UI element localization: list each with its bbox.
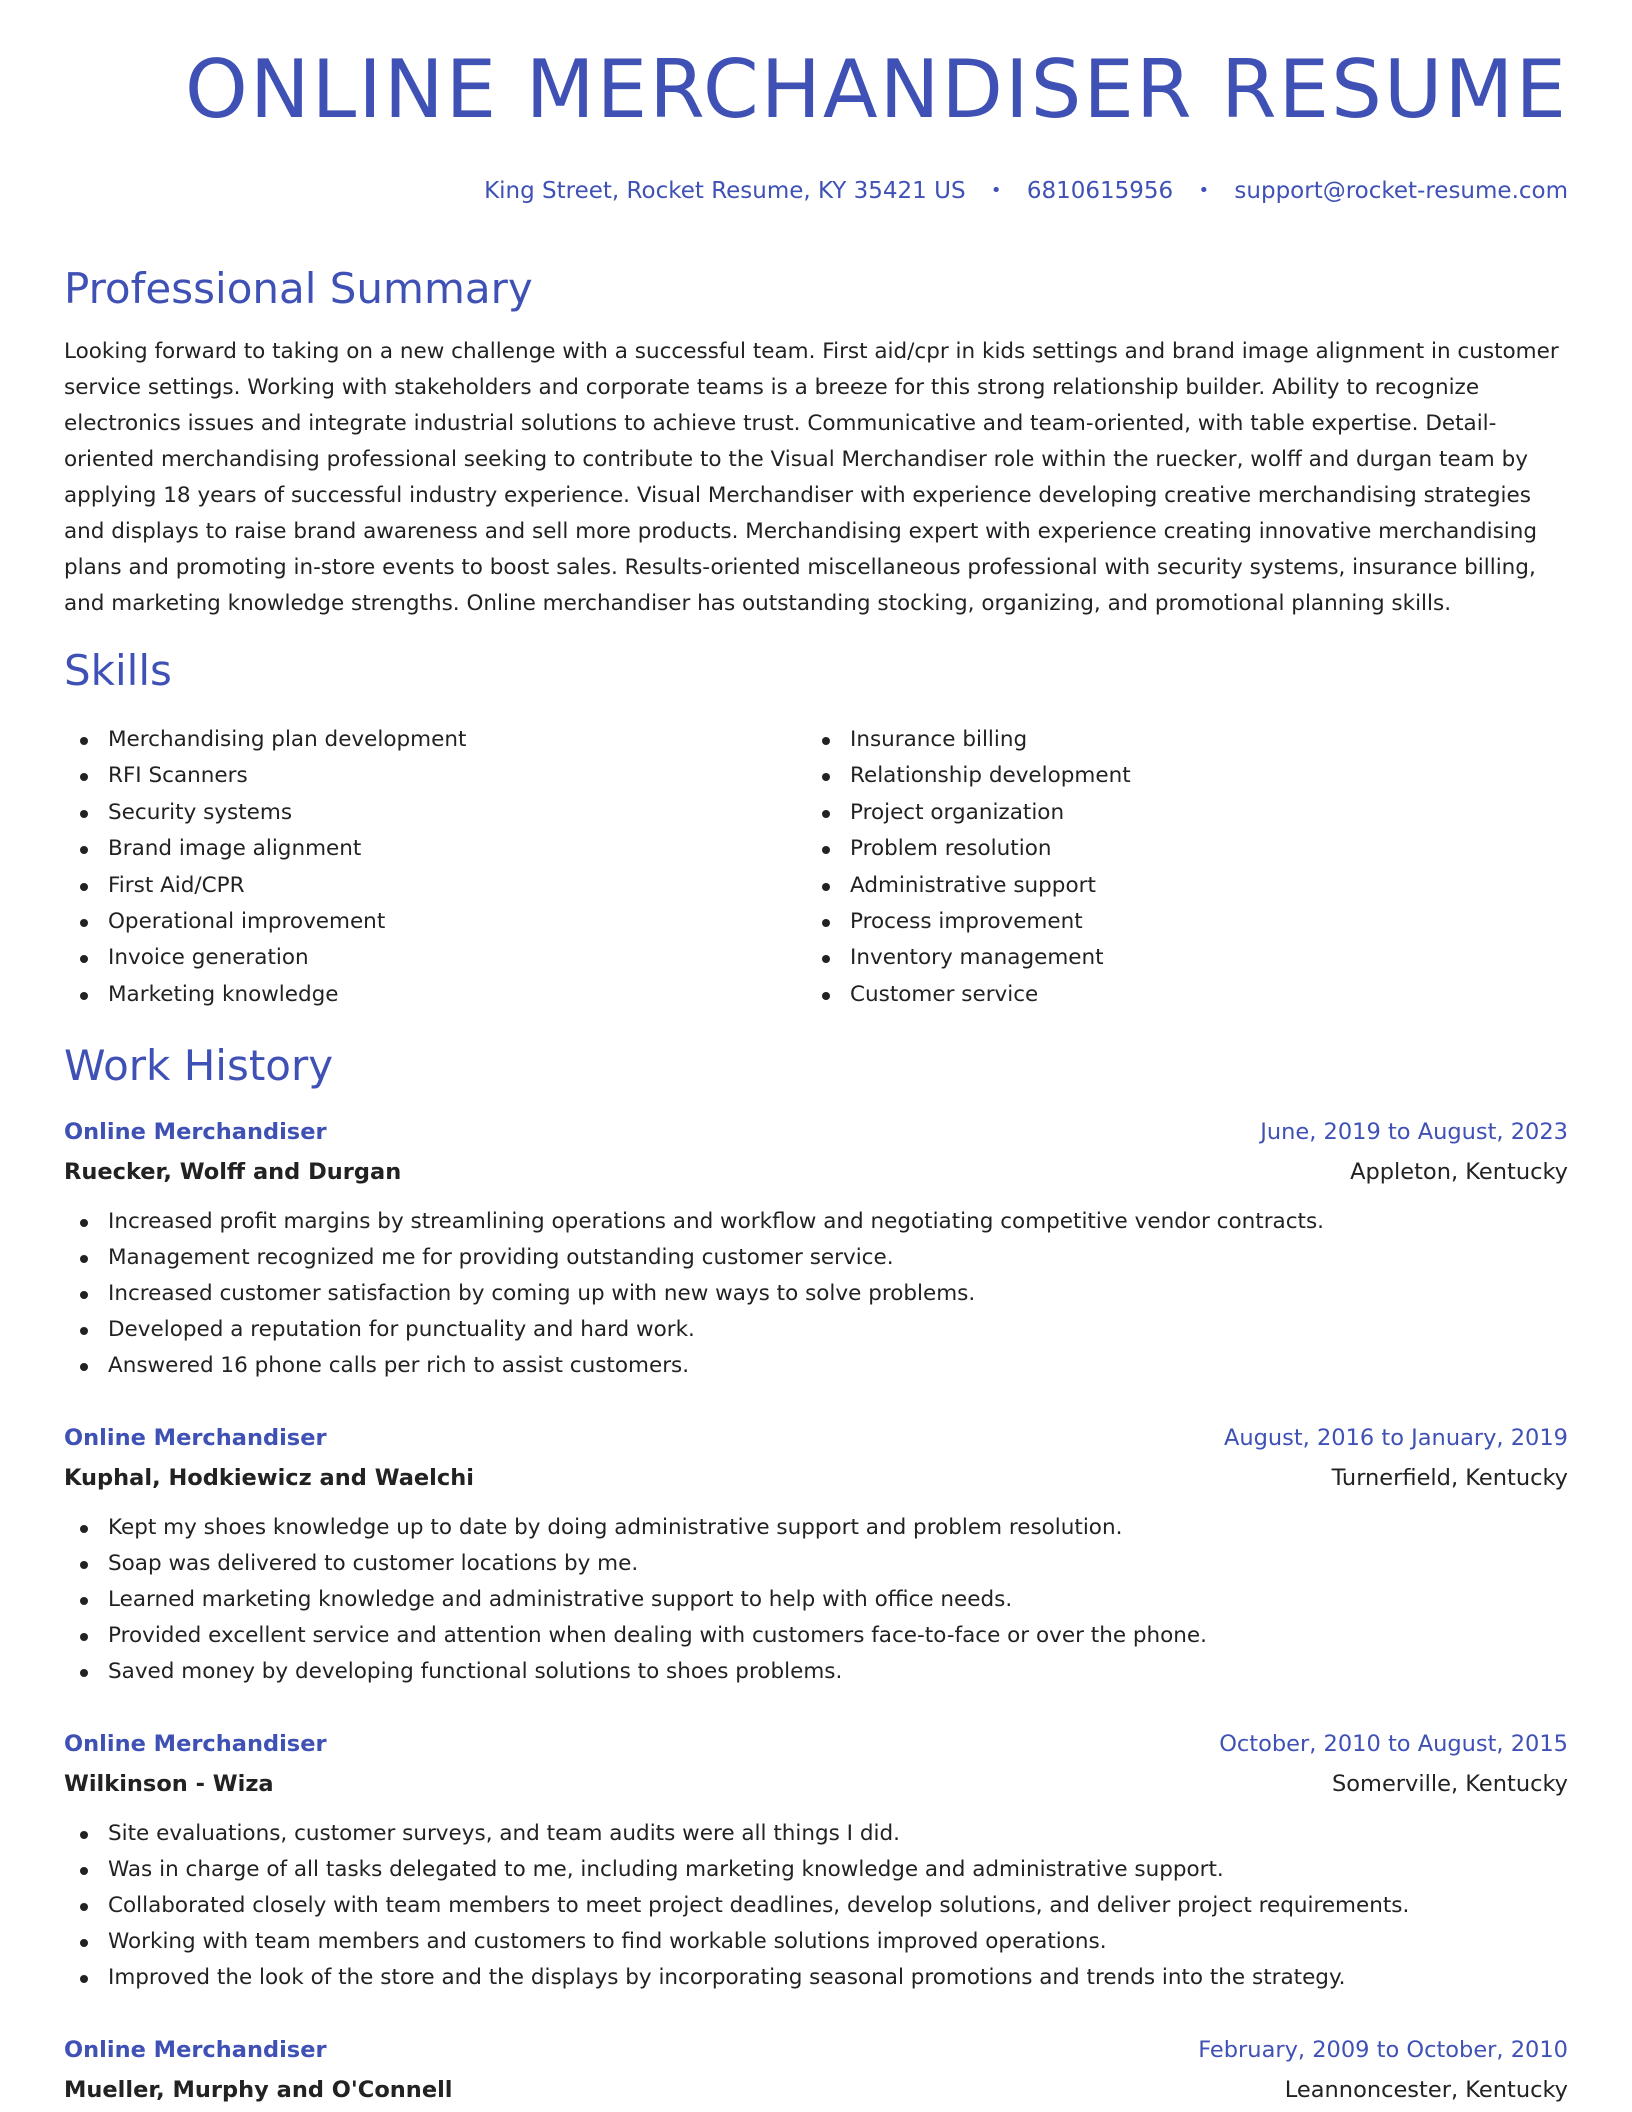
skill-item: RFI Scanners — [64, 758, 764, 794]
contact-separator: • — [990, 180, 1002, 201]
job-bullet: Saved money by developing functional solutions to shoes problems. — [64, 1654, 1568, 1690]
skill-item: Customer service — [806, 977, 1506, 1013]
summary-text: Looking forward to taking on a new challenge with a successful team. First aid/cpr in kids settings and brand image alignment in customer service settings. Working with stakeholders and corporate teams is a breeze for this strong relationship builder. Ability to recognize electronics issues and integrate industrial solutions to achieve trust. Communicative and team-oriented, with table expertise. Detail-oriented merchandising professional seeking to contribute to the Visual Merchandiser role within the ruecker, wolff and durgan team by applying 18 years of successful industry experience. Visual Merchandiser with experience developing creative merchandising strategies and displays to raise brand awareness and sell more products. Merchandising expert with experience creating innovative merchandising plans and promoting in-store events to boost sales. Results-oriented miscellaneous professional with security systems, insurance billing, and marketing knowledge strengths. Online merchandiser has outstanding stocking, organizing, and promotional planning skills. — [64, 339, 1559, 616]
job-location: Turnerfield, Kentucky — [1331, 1465, 1568, 1491]
job-bullet: Was in charge of all tasks delegated to me, including marketing knowledge and administrative support. — [64, 1852, 1568, 1888]
job-bullet: Soap was delivered to customer locations by me. — [64, 1546, 1568, 1582]
skill-item: Process improvement — [806, 904, 1506, 940]
job-bullet: Increased customer satisfaction by coming up with new ways to solve problems. — [64, 1276, 1568, 1312]
skill-item: Invoice generation — [64, 940, 764, 976]
contact-phone: 6810615956 — [1026, 178, 1174, 204]
work-history-heading: Work History — [64, 1041, 334, 1090]
job-dates: June, 2019 to August, 2023 — [1260, 1119, 1568, 1145]
job-entry — [64, 1724, 1568, 1996]
job-dates: August, 2016 to January, 2019 — [1223, 1425, 1568, 1451]
skill-item: Merchandising plan development — [64, 722, 764, 758]
contact-separator: • — [1198, 180, 1210, 201]
job-company: Mueller, Murphy and O'Connell — [64, 2077, 453, 2103]
skill-item: Security systems — [64, 795, 764, 831]
skill-item: Inventory management — [806, 940, 1506, 976]
job-bullets — [64, 1204, 1568, 1384]
resume-title: ONLINE MERCHANDISER RESUME — [184, 43, 1568, 136]
skill-item: Operational improvement — [64, 904, 764, 940]
job-company: Ruecker, Wolff and Durgan — [64, 1159, 402, 1185]
contact-email: support@rocket-resume.com — [1234, 178, 1568, 204]
job-dates: October, 2010 to August, 2015 — [1219, 1731, 1568, 1757]
job-location: Appleton, Kentucky — [1350, 1159, 1568, 1185]
skill-item: Administrative support — [806, 868, 1506, 904]
job-company: Wilkinson - Wiza — [64, 1771, 274, 1797]
job-bullet: Developed a reputation for punctuality and hard work. — [64, 1312, 1568, 1348]
job-title: Online Merchandiser — [64, 1425, 327, 1451]
job-entry — [64, 1418, 1568, 1690]
skills-list-left — [64, 722, 764, 1013]
skill-item: Project organization — [806, 795, 1506, 831]
resume-page — [64, 0, 1568, 2112]
contact-line — [484, 180, 1568, 203]
job-bullets — [64, 1816, 1568, 1996]
job-bullet: Kept my shoes knowledge up to date by doing administrative support and problem resolution. — [64, 1510, 1568, 1546]
job-bullet: Site evaluations, customer surveys, and team audits were all things I did. — [64, 1816, 1568, 1852]
skill-item: First Aid/CPR — [64, 868, 764, 904]
summary-heading: Professional Summary — [64, 264, 533, 313]
job-location: Leannoncester, Kentucky — [1284, 2077, 1568, 2103]
skills-heading: Skills — [64, 646, 172, 695]
job-bullet: Collaborated closely with team members to meet project deadlines, develop solutions, and deliver project requirements. — [64, 1888, 1568, 1924]
skill-item: Brand image alignment — [64, 831, 764, 867]
job-bullets — [64, 1510, 1568, 1690]
skills-list-right — [806, 722, 1506, 1013]
job-bullet: Learned marketing knowledge and administrative support to help with office needs. — [64, 1582, 1568, 1618]
skill-item: Marketing knowledge — [64, 977, 764, 1013]
skill-item: Relationship development — [806, 758, 1506, 794]
job-title: Online Merchandiser — [64, 2037, 327, 2063]
contact-address: King Street, Rocket Resume, KY 35421 US — [484, 178, 966, 204]
job-bullet: Working with team members and customers to find workable solutions improved operations. — [64, 1924, 1568, 1960]
job-bullet: Improved the look of the store and the displays by incorporating seasonal promotions and trends into the strategy. — [64, 1960, 1568, 1996]
job-entry — [64, 1112, 1568, 1384]
job-company: Kuphal, Hodkiewicz and Waelchi — [64, 1465, 474, 1491]
job-location: Somerville, Kentucky — [1331, 1771, 1568, 1797]
job-title: Online Merchandiser — [64, 1119, 327, 1145]
job-bullet: Provided excellent service and attention when dealing with customers face-to-face or over the phone. — [64, 1618, 1568, 1654]
skill-item: Problem resolution — [806, 831, 1506, 867]
job-dates: February, 2009 to October, 2010 — [1198, 2037, 1568, 2063]
skill-item: Insurance billing — [806, 722, 1506, 758]
job-title: Online Merchandiser — [64, 1731, 327, 1757]
job-bullet: Increased profit margins by streamlining operations and workflow and negotiating competitive vendor contracts. — [64, 1204, 1568, 1240]
job-bullet: Answered 16 phone calls per rich to assist customers. — [64, 1348, 1568, 1384]
job-entry — [64, 2030, 1568, 2110]
job-bullet: Management recognized me for providing outstanding customer service. — [64, 1240, 1568, 1276]
